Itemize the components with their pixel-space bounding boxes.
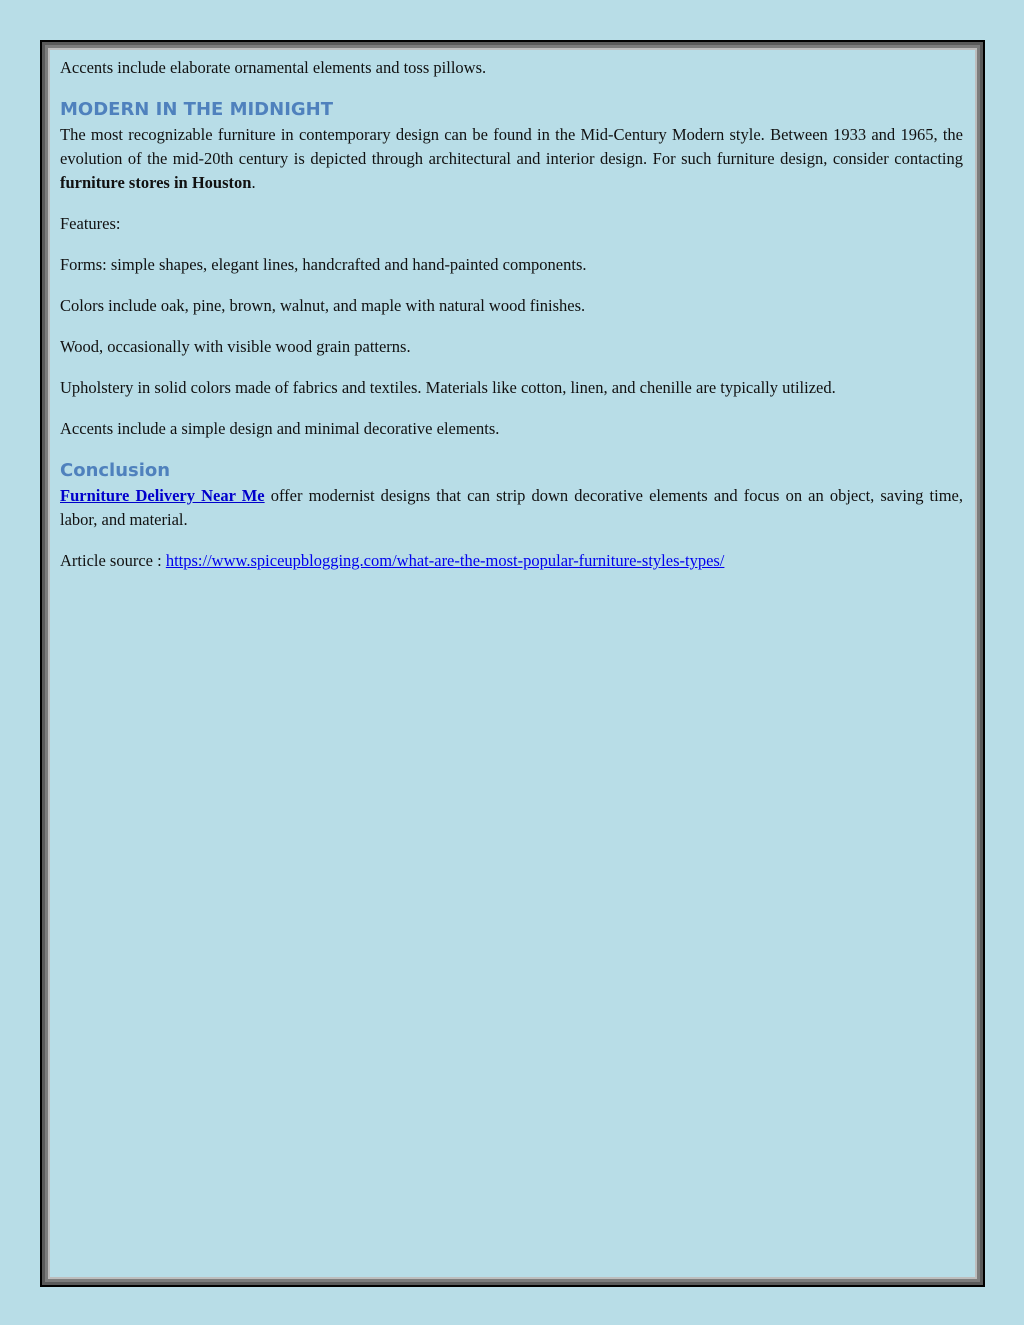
article-source-label: Article source : bbox=[60, 551, 166, 570]
features-label: Features: bbox=[60, 214, 121, 233]
conclusion-body: offer modernist designs that can strip down decorative elements and focus on an object, saving time, labor, and material. bbox=[60, 486, 963, 529]
colors-paragraph: Colors include oak, pine, brown, walnut, and maple with natural wood finishes. bbox=[60, 296, 586, 315]
accents-simple-paragraph: Accents include a simple design and minimal decorative elements. bbox=[60, 419, 500, 438]
modern-intro-end: . bbox=[251, 173, 256, 192]
conclusion-heading: Conclusion bbox=[60, 460, 171, 481]
document-content bbox=[60, 56, 963, 590]
upholstery-paragraph: Upholstery in solid colors made of fabrics and textiles. Materials like cotton, linen, and chenille are typically utilized. bbox=[60, 378, 836, 397]
forms-paragraph: Forms: simple shapes, elegant lines, handcrafted and hand-painted components. bbox=[60, 255, 587, 274]
modern-intro-paragraph bbox=[60, 123, 963, 195]
article-source-link[interactable]: https://www.spiceupblogging.com/what-are-the-most-popular-furniture-styles-types/ bbox=[165, 551, 725, 570]
modern-section-heading: MODERN IN THE MIDNIGHT bbox=[60, 99, 334, 120]
wood-paragraph: Wood, occasionally with visible wood grain patterns. bbox=[60, 337, 411, 356]
accents-ornamental-paragraph: Accents include elaborate ornamental elements and toss pillows. bbox=[60, 58, 487, 77]
conclusion-paragraph bbox=[60, 484, 963, 532]
furniture-delivery-link[interactable]: Furniture Delivery Near Me bbox=[60, 486, 265, 505]
furniture-stores-houston-bold: furniture stores in Houston bbox=[60, 173, 252, 192]
article-source-paragraph bbox=[60, 549, 963, 573]
modern-intro-text: The most recognizable furniture in contemporary design can be found in the Mid-Century Modern style. Between 1933 and 1965, the evolution of the mid-20th century is depicted through architectural and interior design. For such furniture design, consider contacting bbox=[60, 125, 963, 168]
